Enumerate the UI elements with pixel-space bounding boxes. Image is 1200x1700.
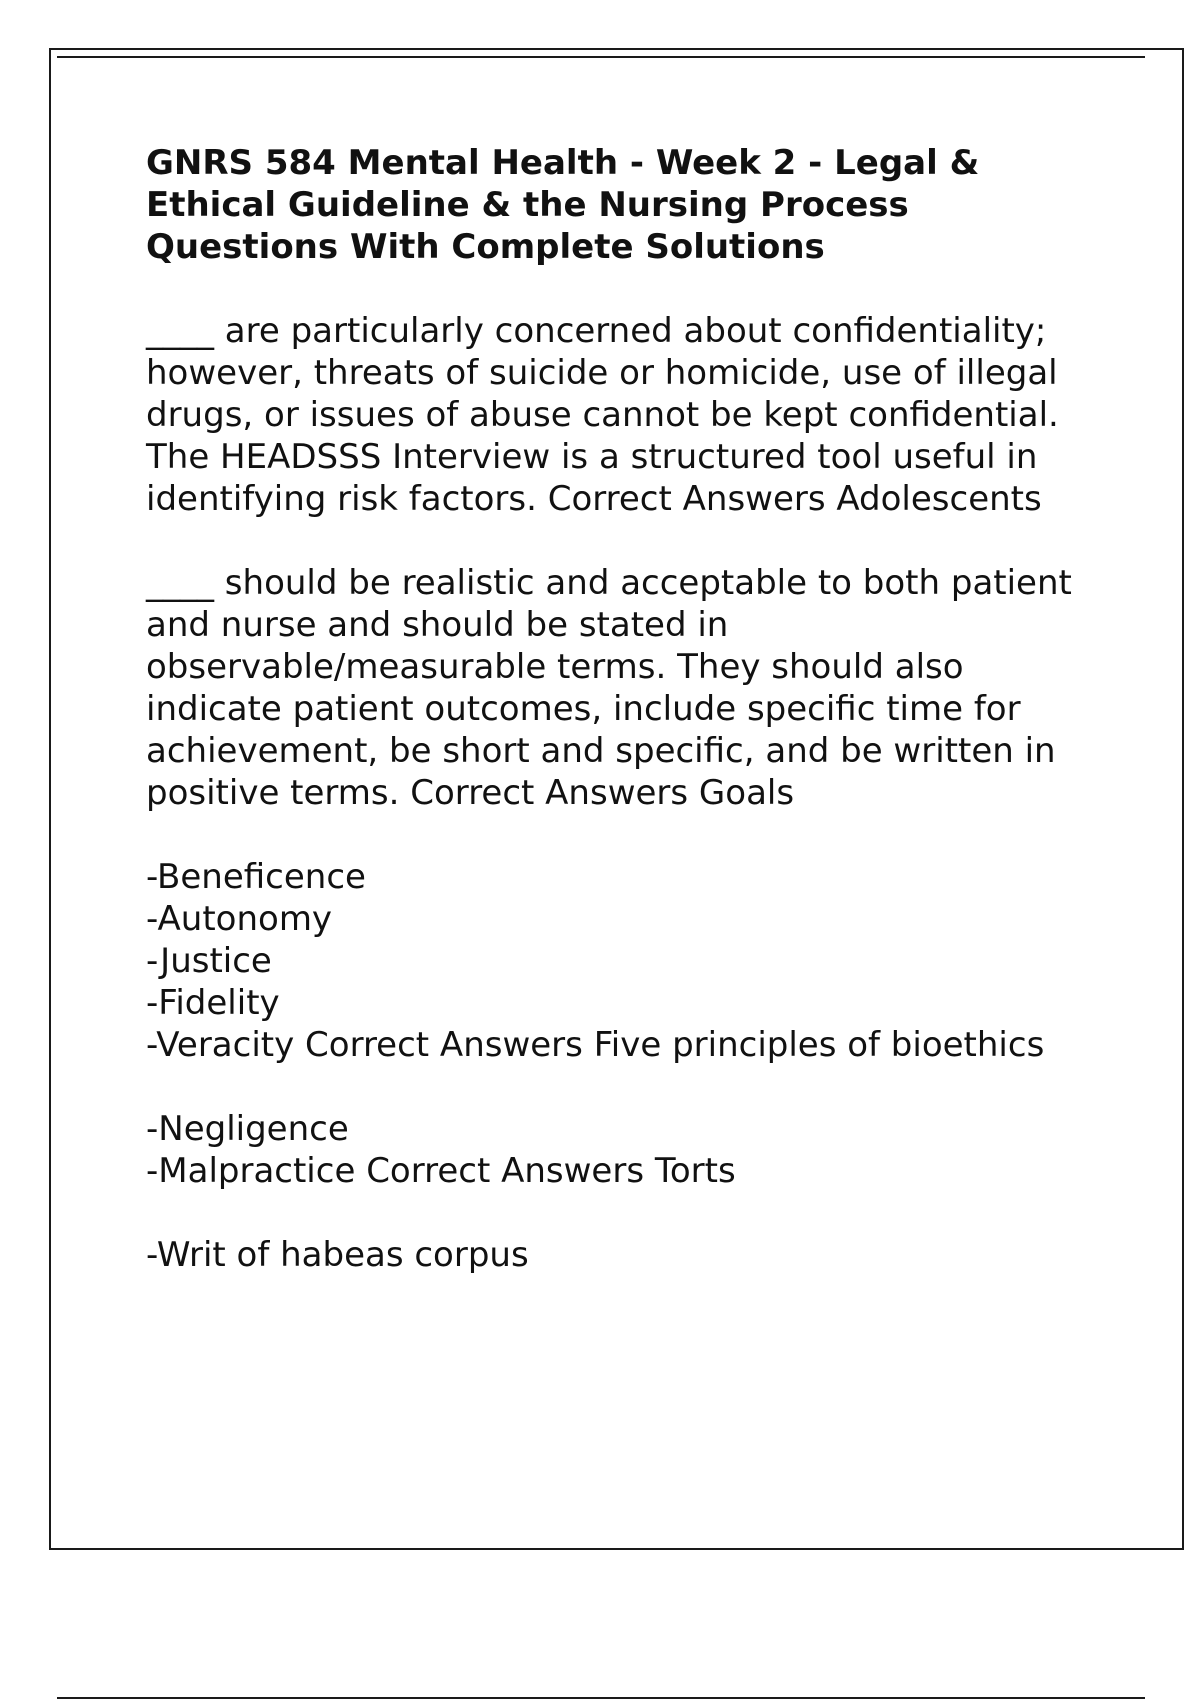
- qa-item: [146, 1234, 1106, 1276]
- question-text: -Writ of habeas corpus: [146, 1235, 529, 1275]
- answer-text: Torts: [654, 1151, 736, 1191]
- question-text: -Negligence -Malpractice: [146, 1109, 356, 1191]
- qa-item: [146, 562, 1106, 814]
- qa-item: [146, 310, 1106, 520]
- document-title: GNRS 584 Mental Health - Week 2 - Legal & Ethical Guideline & the Nursing Process Questions With Complete Solutions: [146, 143, 980, 267]
- document-content: [146, 142, 1106, 1318]
- answer-text: Goals: [698, 773, 795, 813]
- answer-label: Correct Answers: [547, 479, 826, 519]
- answer-text: Adolescents: [836, 479, 1042, 519]
- question-text: ____ should be realistic and acceptable to both patient and nurse and should be stated in observable/measurable terms. They should also indicate patient outcomes, include specific time for achievement, be short and specific, and be written in positive terms.: [146, 563, 1072, 813]
- bottom-rule: [57, 1697, 1145, 1699]
- qa-item: [146, 1108, 1106, 1192]
- answer-label: Correct Answers: [410, 773, 689, 813]
- answer-label: Correct Answers: [366, 1151, 645, 1191]
- answer-label: Correct Answers: [305, 1025, 583, 1065]
- question-text: ____ are particularly concerned about confidentiality; however, threats of suicide or homicide, use of illegal drugs, or issues of abuse cannot be kept confidential. The HEADSSS Interview is a structured tool useful in identifying risk factors.: [146, 311, 1059, 519]
- answer-text: Five principles of bioethics: [593, 1025, 1045, 1065]
- qa-item: [146, 856, 1106, 1066]
- question-text: -Beneficence -Autonomy -Justice -Fidelity -Veracity: [146, 857, 366, 1065]
